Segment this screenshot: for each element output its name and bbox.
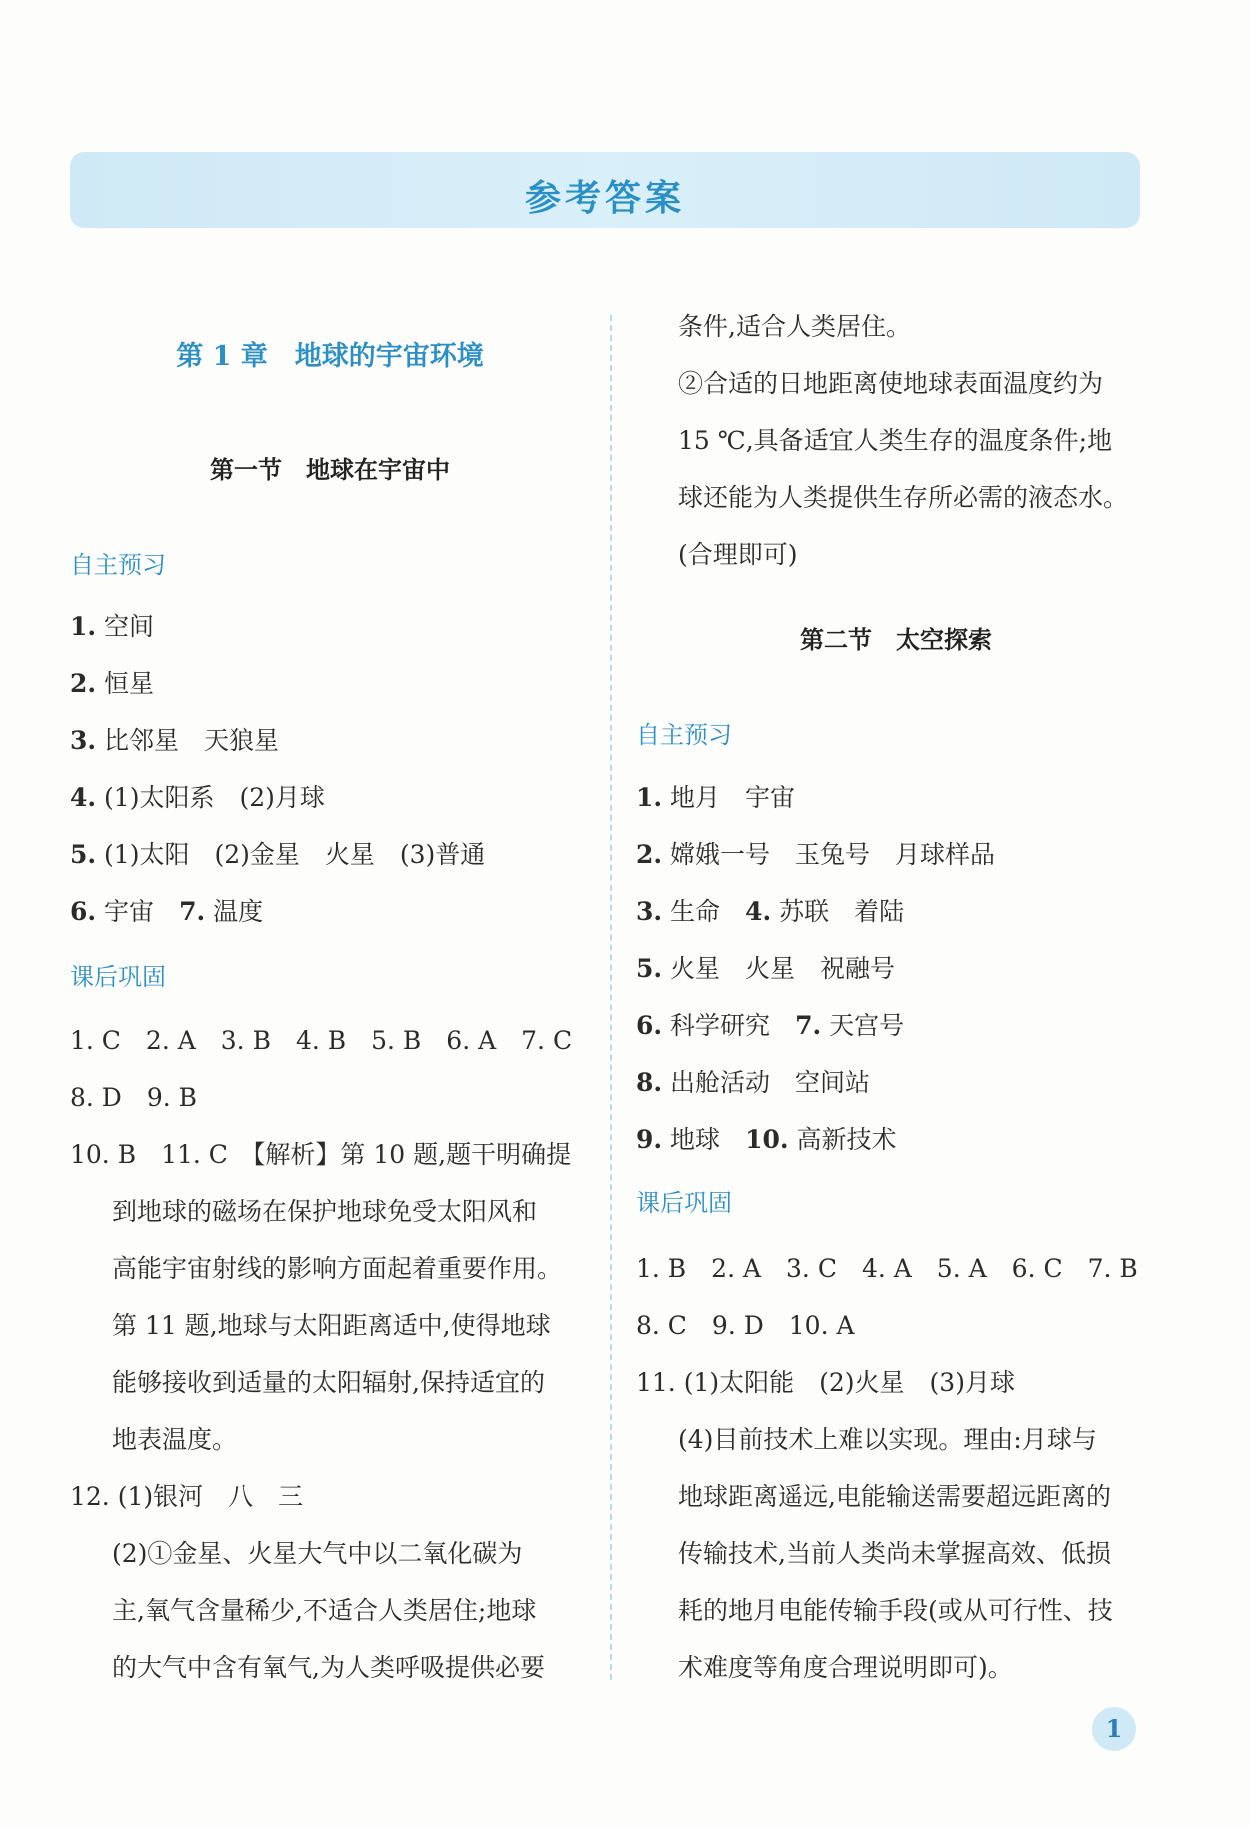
answer-line: 球还能为人类提供生存所必需的液态水。: [678, 483, 1129, 512]
answer-line: 10. B 11. C 【解析】第 10 题,题干明确提: [70, 1140, 572, 1169]
answer-line: 的大气中含有氧气,为人类呼吸提供必要: [112, 1653, 545, 1682]
category-heading: 自主预习: [70, 551, 166, 579]
answer-line: 15 ℃,具备适宜人类生存的温度条件;地: [678, 426, 1113, 455]
answer-line: 6. 科学研究 7. 天宫号: [636, 1011, 905, 1040]
answer-line: 5. 火星 火星 祝融号: [636, 954, 896, 983]
category-heading: 课后巩固: [636, 1189, 732, 1217]
category-heading: 自主预习: [636, 721, 732, 749]
answer-line: 12. (1)银河 八 三: [70, 1482, 304, 1511]
answer-line: 能够接收到适量的太阳辐射,保持适宜的: [112, 1368, 545, 1397]
answer-line: 1. 空间: [70, 612, 155, 641]
answer-line: 2. 嫦娥一号 玉兔号 月球样品: [636, 840, 996, 869]
answer-line: 6. 宇宙 7. 温度: [70, 897, 264, 926]
answer-line: (合理即可): [678, 540, 798, 569]
answer-line: 地表温度。: [112, 1425, 238, 1454]
answer-line: 条件,适合人类居住。: [678, 312, 911, 341]
answer-line: (2)①金星、火星大气中以二氧化碳为: [112, 1539, 523, 1568]
answer-line: 地球距离遥远,电能输送需要超远距离的: [678, 1482, 1111, 1511]
answer-line: 耗的地月电能传输手段(或从可行性、技: [678, 1596, 1113, 1625]
column-divider: [610, 315, 612, 1680]
answer-line: 高能宇宙射线的影响方面起着重要作用。: [112, 1254, 563, 1283]
answer-line: 术难度等角度合理说明即可)。: [678, 1653, 1013, 1682]
answer-line: 1. C 2. A 3. B 4. B 5. B 6. A 7. C: [70, 1026, 573, 1055]
answer-line: 1. B 2. A 3. C 4. A 5. A 6. C 7. B: [636, 1254, 1138, 1283]
answer-line: 3. 比邻星 天狼星: [70, 726, 280, 755]
answer-line: 9. 地球 10. 高新技术: [636, 1125, 897, 1154]
page-number: 1: [1092, 1707, 1136, 1751]
answer-line: 传输技术,当前人类尚未掌握高效、低损: [678, 1539, 1111, 1568]
answer-line: 11. (1)太阳能 (2)火星 (3)月球: [636, 1368, 1015, 1397]
answer-line: 4. (1)太阳系 (2)月球: [70, 783, 325, 812]
title-banner: [70, 152, 1140, 228]
answer-line: 5. (1)太阳 (2)金星 火星 (3)普通: [70, 840, 486, 869]
answer-line: ②合适的日地距离使地球表面温度约为: [678, 369, 1104, 398]
answer-line: 到地球的磁场在保护地球免受太阳风和: [112, 1197, 538, 1226]
answer-line: 8. C 9. D 10. A: [636, 1311, 855, 1340]
answer-line: 主,氧气含量稀少,不适合人类居住;地球: [112, 1596, 537, 1625]
answer-line: 8. D 9. B: [70, 1083, 198, 1112]
chapter-title: 第 1 章 地球的宇宙环境: [176, 341, 484, 372]
answer-line: 1. 地月 宇宙: [636, 783, 796, 812]
answer-line: 3. 生命 4. 苏联 着陆: [636, 897, 905, 926]
answer-line: 第 11 题,地球与太阳距离适中,使得地球: [112, 1311, 551, 1340]
answer-line: 8. 出舱活动 空间站: [636, 1068, 871, 1097]
page-title: 参考答案: [524, 177, 685, 219]
section-title: 第一节 地球在宇宙中: [210, 456, 450, 484]
answer-line: 2. 恒星: [70, 669, 155, 698]
answer-line: (4)目前技术上难以实现。理由:月球与: [678, 1425, 1097, 1454]
category-heading: 课后巩固: [70, 963, 166, 991]
section-title: 第二节 太空探索: [800, 626, 992, 654]
